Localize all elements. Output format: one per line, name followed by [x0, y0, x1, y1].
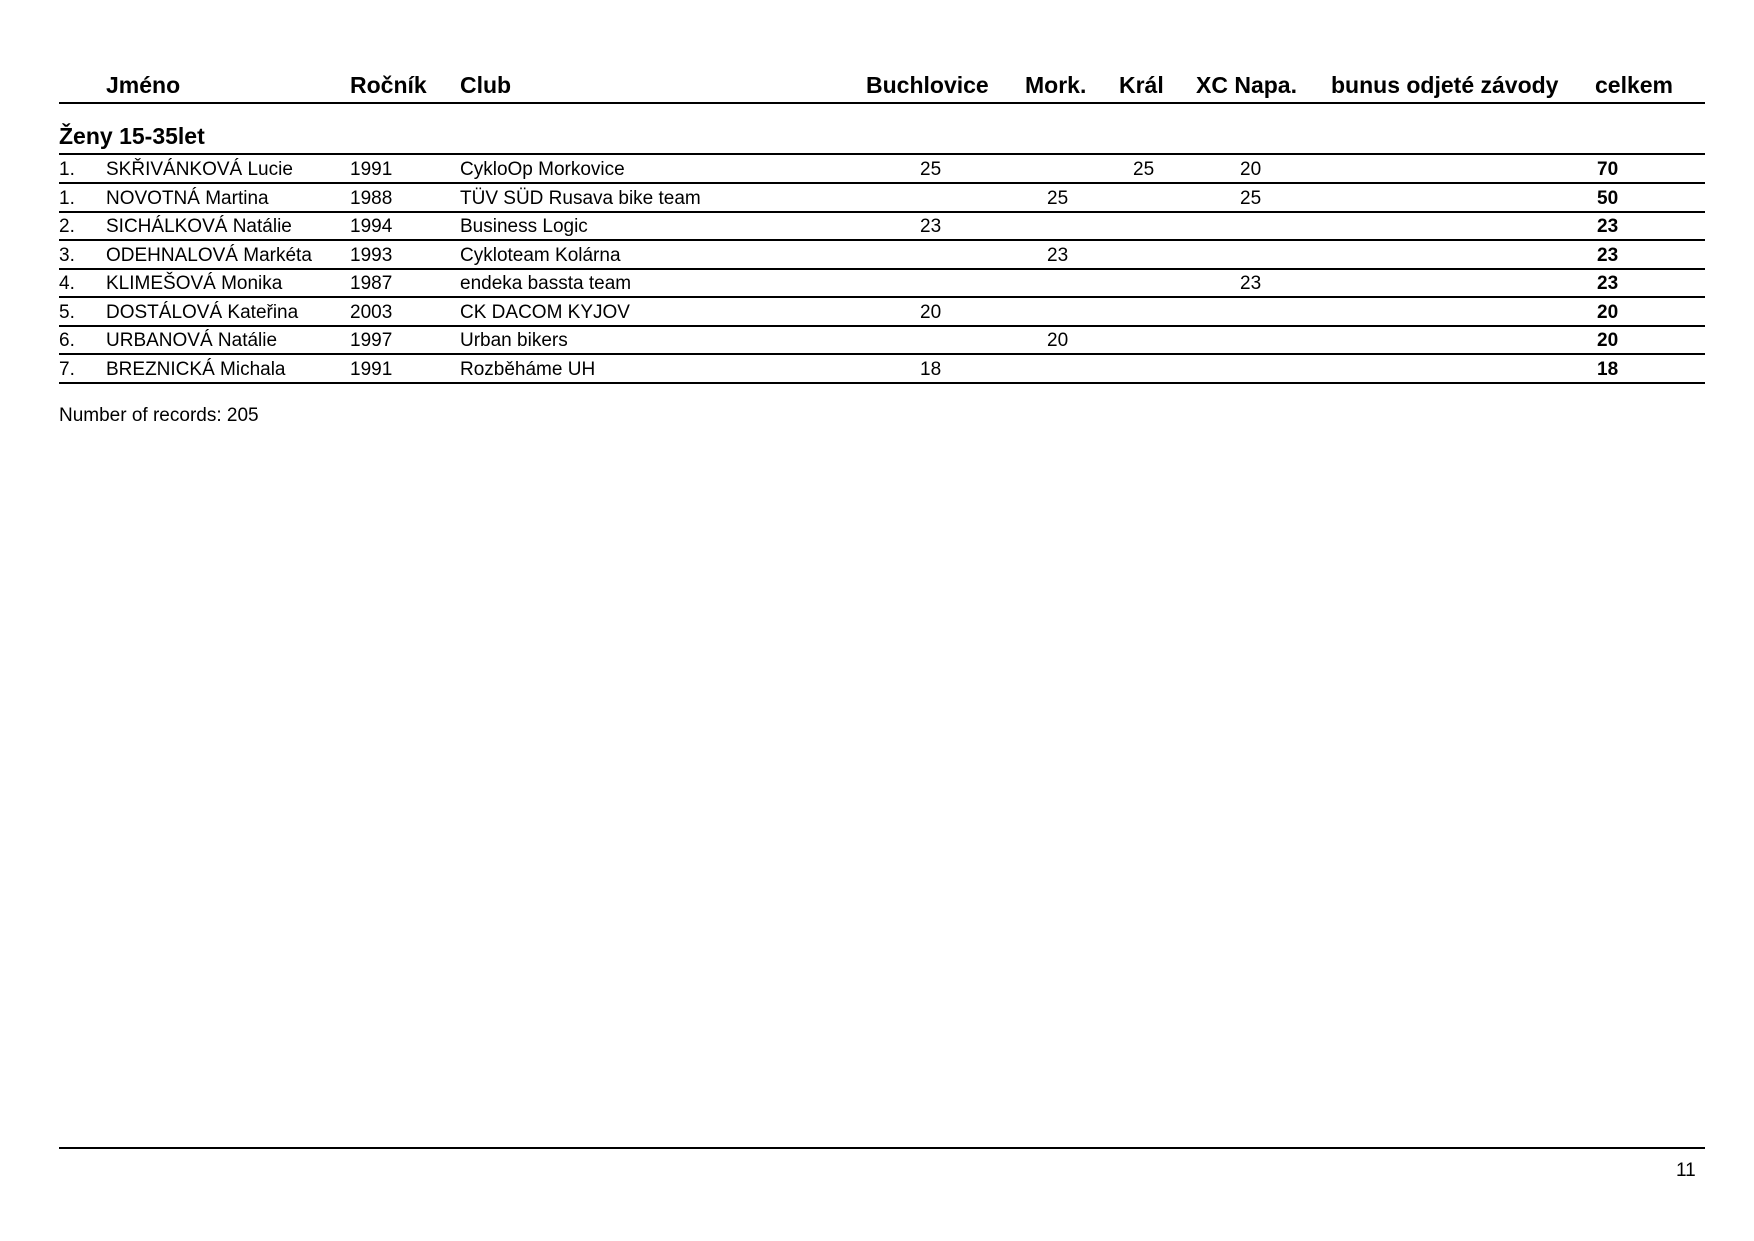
club-cell: Urban bikers [460, 330, 568, 351]
header-buchlovice: Buchlovice [866, 72, 989, 98]
rank-cell: 5. [59, 301, 75, 323]
footer-rule [59, 1147, 1705, 1149]
club-cell: Rozběháme UH [460, 358, 596, 380]
kral-cell: 25 [1133, 159, 1155, 180]
section-title: Ženy 15-35let [59, 123, 205, 149]
year-cell: 1993 [350, 244, 393, 266]
rank-cell: 4. [59, 273, 75, 294]
rank-cell: 2. [59, 216, 75, 237]
year-cell: 1987 [350, 273, 393, 294]
rank-cell: 3. [59, 244, 75, 266]
name-cell: BREZNICKÁ Michala [106, 358, 286, 380]
header-year: Ročník [350, 72, 427, 98]
header-mork: Mork. [1025, 72, 1087, 98]
header-club: Club [460, 72, 512, 98]
rank-cell: 1. [59, 187, 75, 209]
club-cell: CykloOp Morkovice [460, 159, 625, 180]
row-rule [59, 182, 1705, 184]
club-cell: endeka bassta team [460, 273, 632, 294]
name-cell: URBANOVÁ Natálie [106, 330, 278, 351]
xc-napa-cell: 20 [1240, 159, 1262, 180]
year-cell: 1991 [350, 159, 393, 180]
club-cell: Cykloteam Kolárna [460, 244, 621, 266]
name-cell: SICHÁLKOVÁ Natálie [106, 216, 292, 237]
club-cell: CK DACOM KYJOV [460, 301, 630, 323]
header-xc-napa: XC Napa. [1196, 72, 1297, 98]
club-cell: TÜV SÜD Rusava bike team [460, 187, 701, 209]
buchlovice-cell: 23 [920, 216, 942, 237]
name-cell: ODEHNALOVÁ Markéta [106, 244, 312, 266]
name-cell: DOSTÁLOVÁ Kateřina [106, 301, 299, 323]
name-cell: SKŘIVÁNKOVÁ Lucie [106, 159, 293, 180]
year-cell: 1991 [350, 358, 393, 380]
total-cell: 20 [1597, 330, 1619, 351]
total-cell: 23 [1597, 273, 1619, 294]
buchlovice-cell: 20 [920, 301, 942, 323]
total-cell: 23 [1597, 216, 1619, 237]
header-bonus: bunus odjeté závody [1331, 72, 1559, 98]
buchlovice-cell: 18 [920, 358, 942, 380]
row-rule [59, 382, 1705, 384]
club-cell: Business Logic [460, 216, 588, 237]
section-rule [59, 153, 1705, 155]
row-rule [59, 296, 1705, 298]
total-cell: 70 [1597, 159, 1619, 180]
total-cell: 23 [1597, 244, 1619, 266]
year-cell: 1988 [350, 187, 393, 209]
header-kral: Král [1119, 72, 1164, 98]
row-rule [59, 211, 1705, 213]
header-total: celkem [1595, 72, 1674, 98]
records-count: Number of records: 205 [59, 405, 259, 426]
name-cell: KLIMEŠOVÁ Monika [106, 273, 283, 294]
total-cell: 20 [1597, 301, 1619, 323]
header-name: Jméno [106, 72, 181, 98]
row-rule [59, 325, 1705, 327]
rank-cell: 7. [59, 358, 75, 380]
page-number: 11 [1676, 1160, 1696, 1181]
row-rule [59, 239, 1705, 241]
buchlovice-cell: 25 [920, 159, 942, 180]
row-rule [59, 353, 1705, 355]
rank-cell: 6. [59, 330, 75, 351]
mork-cell: 20 [1047, 330, 1069, 351]
total-cell: 18 [1597, 358, 1619, 380]
row-rule [59, 268, 1705, 270]
mork-cell: 23 [1047, 244, 1069, 266]
xc-napa-cell: 25 [1240, 187, 1262, 209]
mork-cell: 25 [1047, 187, 1069, 209]
total-cell: 50 [1597, 187, 1619, 209]
year-cell: 2003 [350, 301, 393, 323]
name-cell: NOVOTNÁ Martina [106, 187, 269, 209]
year-cell: 1997 [350, 330, 393, 351]
rank-cell: 1. [59, 159, 75, 180]
header-rule [59, 102, 1705, 104]
year-cell: 1994 [350, 216, 393, 237]
xc-napa-cell: 23 [1240, 273, 1262, 294]
